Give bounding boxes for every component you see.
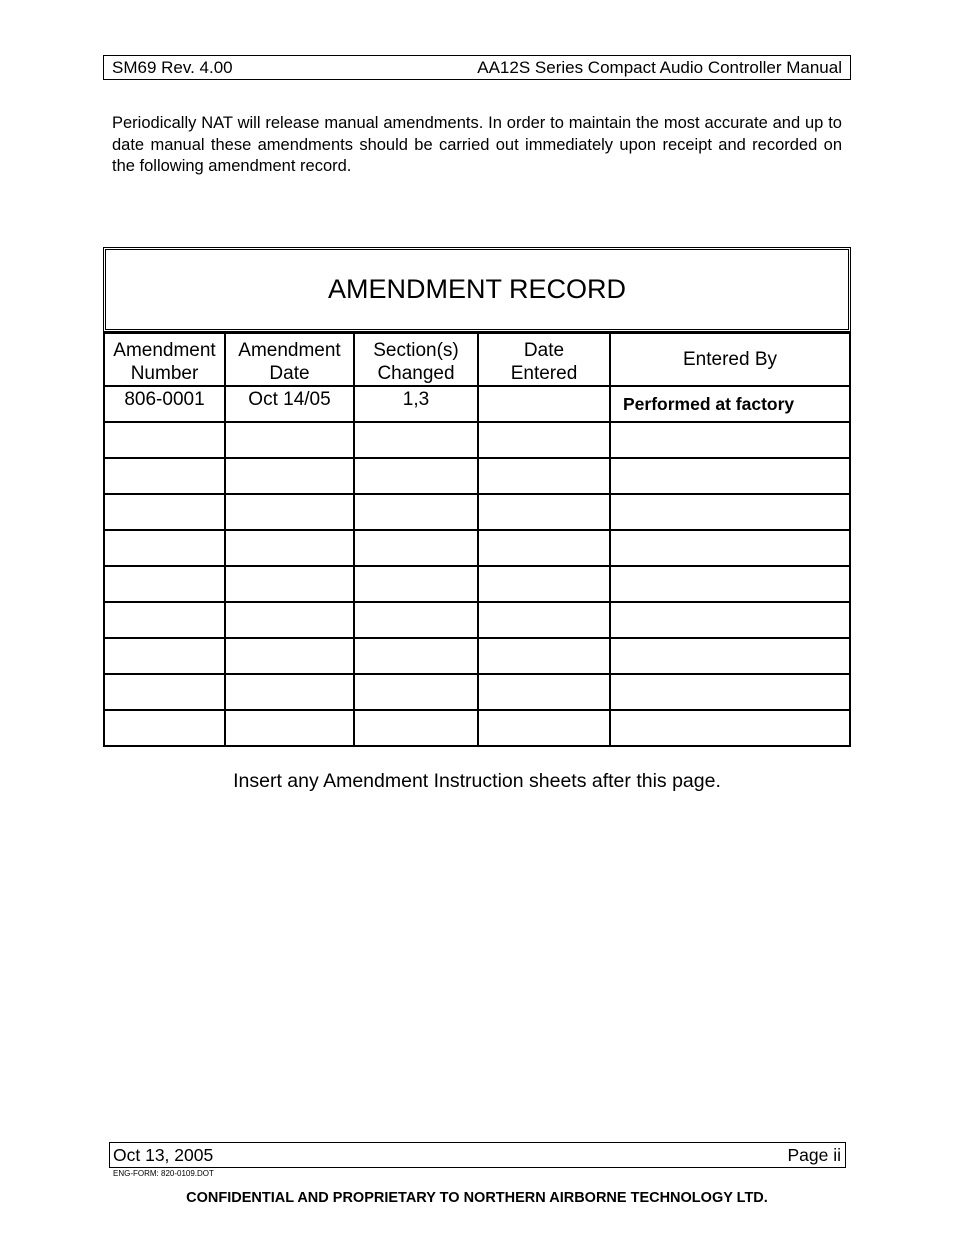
intro-paragraph: Periodically NAT will release manual amendments. In order to maintain the most accurate and up to date manual these amendments should be carried out immediately upon receipt and recorded on the following amendment record. [112, 114, 842, 175]
amendment-date-cell [225, 710, 354, 746]
table-row [104, 710, 850, 746]
column-header-amendment-number: Amendment Number [104, 333, 225, 386]
column-header-amendment-date: Amendment Date [225, 333, 354, 386]
sections-changed-cell [354, 638, 478, 674]
date-entered-cell [478, 458, 610, 494]
amendment-number-cell [104, 458, 225, 494]
amendment-number-cell [104, 638, 225, 674]
date-entered-cell [478, 638, 610, 674]
entered-by-cell [610, 674, 850, 710]
document-id: SM69 Rev. 4.00 [112, 57, 233, 77]
table-row [104, 530, 850, 566]
amendment-number-cell [104, 602, 225, 638]
table-row [104, 458, 850, 494]
amendment-date-cell [225, 566, 354, 602]
amendment-date-cell [225, 494, 354, 530]
date-entered-cell [478, 566, 610, 602]
page-number: Page ii [787, 1144, 841, 1165]
entered-by-cell [610, 530, 850, 566]
amendment-date-cell [225, 602, 354, 638]
amendment-table [103, 332, 851, 747]
table-row [104, 674, 850, 710]
amendment-date-cell [225, 422, 354, 458]
table-row [104, 566, 850, 602]
sections-changed-cell [354, 422, 478, 458]
date-entered-cell [478, 530, 610, 566]
table-row [104, 638, 850, 674]
amendment-number-cell [104, 566, 225, 602]
sections-changed-cell [354, 602, 478, 638]
entered-by-cell: Performed at factory [610, 386, 850, 422]
table-row [104, 494, 850, 530]
entered-by-cell [610, 638, 850, 674]
amendment-record [103, 247, 851, 747]
amendment-date-cell [225, 458, 354, 494]
amendment-number-cell: 806-0001 [104, 386, 225, 422]
amendment-date-cell [225, 530, 354, 566]
table-row [104, 422, 850, 458]
sections-changed-cell [354, 674, 478, 710]
page-header [103, 55, 851, 80]
entered-by-cell [610, 458, 850, 494]
amendment-date-cell: Oct 14/05 [225, 386, 354, 422]
sections-changed-cell: 1,3 [354, 386, 478, 422]
confidentiality-notice: CONFIDENTIAL AND PROPRIETARY TO NORTHERN AIRBORNE TECHNOLOGY LTD. [186, 1190, 768, 1206]
column-header-entered-by: Entered By [610, 333, 850, 386]
date-entered-cell [478, 422, 610, 458]
amendment-date-cell [225, 638, 354, 674]
column-header-sections-changed: Section(s) Changed [354, 333, 478, 386]
form-code: ENG-FORM: 820-0109.DOT [113, 1169, 214, 1178]
entered-by-cell [610, 566, 850, 602]
amendment-number-cell [104, 530, 225, 566]
insert-instruction-note: Insert any Amendment Instruction sheets after this page. [233, 770, 721, 792]
amendment-number-cell [104, 674, 225, 710]
amendment-number-cell [104, 494, 225, 530]
sections-changed-cell [354, 566, 478, 602]
sections-changed-cell [354, 710, 478, 746]
entered-by-cell [610, 422, 850, 458]
date-entered-cell [478, 386, 610, 422]
date-entered-cell [478, 710, 610, 746]
sections-changed-cell [354, 494, 478, 530]
record-title: AMENDMENT RECORD [103, 247, 851, 332]
date-entered-cell [478, 494, 610, 530]
table-header-row [104, 333, 850, 386]
table-row [104, 386, 850, 422]
page-footer [109, 1142, 846, 1168]
sections-changed-cell [354, 530, 478, 566]
entered-by-cell [610, 494, 850, 530]
date-entered-cell [478, 602, 610, 638]
entered-by-cell [610, 602, 850, 638]
amendment-number-cell [104, 710, 225, 746]
date-entered-cell [478, 674, 610, 710]
footer-date: Oct 13, 2005 [113, 1144, 214, 1165]
entered-by-cell [610, 710, 850, 746]
table-row [104, 602, 850, 638]
sections-changed-cell [354, 458, 478, 494]
amendment-date-cell [225, 674, 354, 710]
column-header-date-entered: Date Entered [478, 333, 610, 386]
document-title: AA12S Series Compact Audio Controller Manual [477, 57, 842, 77]
amendment-number-cell [104, 422, 225, 458]
